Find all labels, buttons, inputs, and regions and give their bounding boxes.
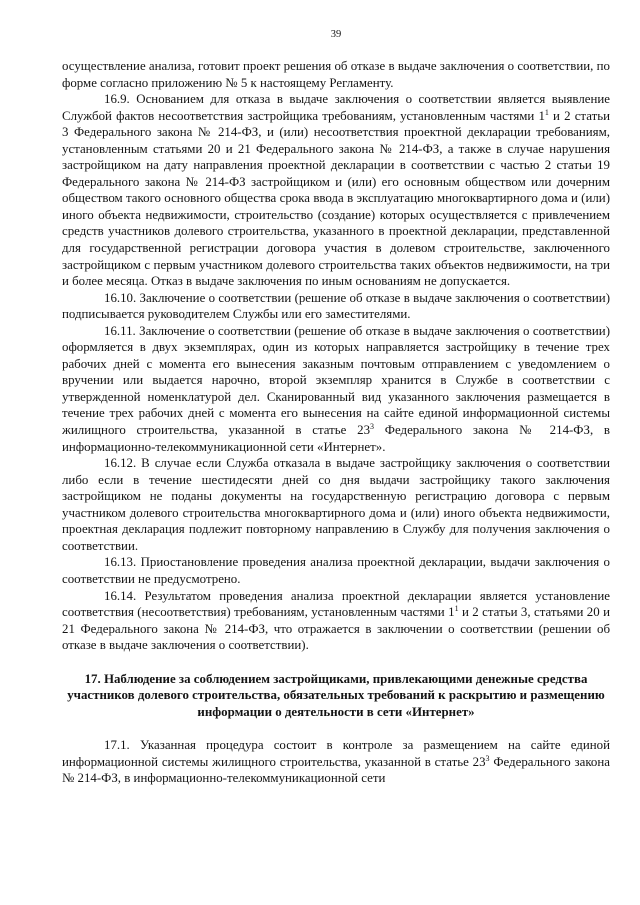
section-heading: 17. Наблюдение за соблюдением застройщиками, привлекающими денежные средства участников долевого строительства, обязательных требований к раскрытию и размещению информации о деятельности в сети «Интернет» [67,671,605,719]
paragraph [62,290,610,323]
body-text-after-heading [62,737,610,787]
paragraph-text: Федерального закона № 214-ФЗ, в информационно-телекоммуникационной сети «Интернет». [62,423,611,454]
paragraph-text: 17.1. Указанная процедура состоит в контроле за размещением на сайте единой информационной системы жилищного строительства, указанной в статье 23 [62,738,610,769]
paragraph-text: 16.14. Результатом проведения анализа проектной декларации является установление соответствия (несоответствия) требованиям, установленным частями 1 [62,588,610,620]
paragraph-text: Федерального закона № 214-ФЗ, в информационно-телекоммуникационной сети [62,754,610,786]
superscript: 3 [370,422,375,432]
document-page [62,28,610,787]
paragraph-text: и 2 статьи 3 Федерального закона № 214-ФЗ, и (или) несоответствия проектной декларации требованиям, установленным статьями 20 и 21 Федерального закона № 214-ФЗ, а также в случае нарушения застройщиком на дату направления проектной декларации в соответствии с частью 2 статьи 19 Федерального закона № 214-ФЗ застройщиком и (или) его основным обществом или дочерним обществом такого основного общества срока ввода в эксплуатацию многоквартирного дома и (или) иного объекта недвижимости, строительство (создание) которых осуществляется с привлечением средств участников долевого строительства, указанного в проектной декларации, представленной для государственной регистрации договора участия в долевом строительстве, заключенного застройщиком с первым участником долевого строительства таких объектов недвижимости, на три и более месяца. Отказ в выдаче заключения по иным основаниям не допускается. [62,108,610,289]
page-number: 39 [330,29,342,40]
paragraph [62,588,610,654]
paragraph [62,737,610,787]
body-text-before-heading [62,58,610,654]
paragraph-text: 16.12. В случае если Служба отказала в выдаче застройщику заключения о соответствии либо если в течение шестидесяти дней со дня выдачи застройщику такого заключения застройщиком не поданы документы на государственную регистрацию договора с первым участником долевого строительства многоквартирного дома и (или) иного объекта недвижимости, проектная декларация подлежит повторному направлению в Службу для получения заключения о соответствии. [62,456,610,553]
paragraph-text: 16.11. Заключение о соответствии (решение об отказе в выдаче заключения о соответствии) оформляется в двух экземплярах, один из которых направляется застройщику в течение трех рабочих дней с момента его вынесения заказным почтовым отправлением с уведомлением о вручении или выдается нарочно, второй экземпляр хранится в Службе в соответствии с утвержденной номенклатурой дел. Сканированный вид указанного заключения размещается в течение трех рабочих дней с момента его вынесения на сайте единой информационной системы жилищного строительства, указанной в статье 23 [62,323,610,438]
paragraph-text: 16.10. Заключение о соответствии (решение об отказе в выдаче заключения о соответствии) подписывается руководителем Службы или его заместителями. [62,290,610,322]
paragraph-text: и 2 статьи 3, статьями 20 и 21 Федерального закона № 214-ФЗ, что отражается в заключении о соответствии (решении об отказе в выдаче заключения о соответствии). [62,605,610,653]
paragraph [62,91,610,290]
superscript: 1 [544,107,549,117]
paragraph-text: 16.13. Приостановление проведения анализа проектной декларации, выдачи заключения о соответствии не предусмотрено. [62,555,610,586]
superscript: 1 [454,604,459,614]
paragraph [62,455,610,554]
paragraph-text: 16.9. Основанием для отказа в выдаче заключения о соответствии является выявление Службой фактов несоответствия застройщика требованиям, установленным частями 1 [62,92,610,123]
paragraph [62,58,610,91]
superscript: 3 [485,753,490,763]
paragraph-text: осуществление анализа, готовит проект решения об отказе в выдаче заключения о соответствии, по форме согласно приложению № 5 к настоящему Регламенту. [62,59,610,90]
paragraph [62,323,610,455]
paragraph [62,554,610,587]
